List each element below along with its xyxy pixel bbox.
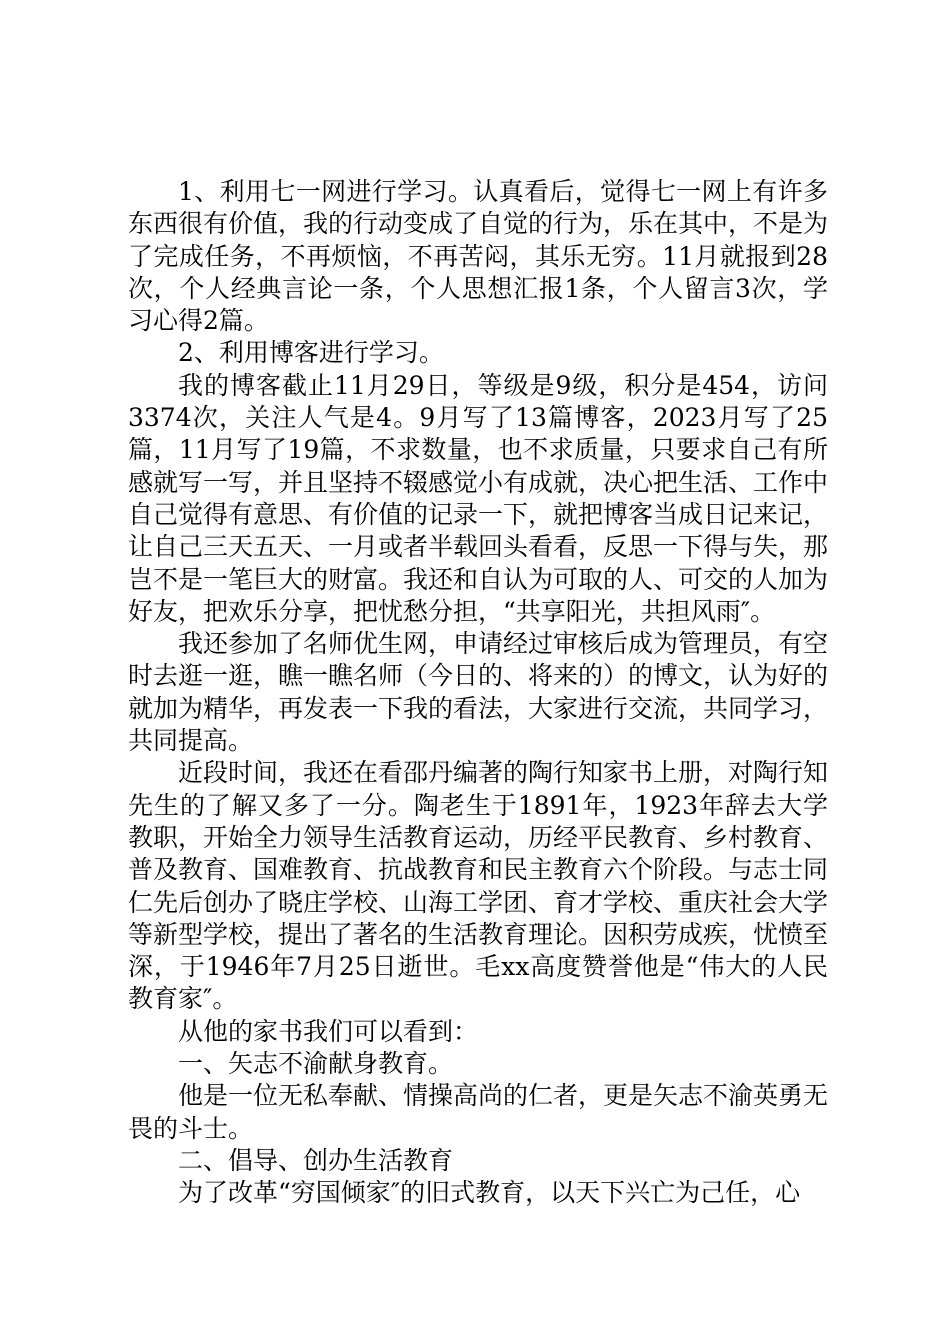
- document-body: [128, 176, 828, 1210]
- paragraph-tao-xingzhi: 近段时间，我还在看邵丹编著的陶行知家书上册，对陶行知先生的了解又多了一分。陶老生于1891年，1923年辞去大学教职，开始全力领导生活教育运动，历经平民教育、乡村教育、普及教育、国难教育、抗战教育和民主教育六个阶段。与志士同仁先后创办了晓庄学校、山海工学团、育才学校、重庆社会大学等新型学校，提出了著名的生活教育理论。因积劳成疾，忧愤至深，于1946年7月25日逝世。毛xx高度赞誉他是“伟大的人民教育家″。: [128, 758, 829, 1014]
- paragraph-blog-stats: 我的博客截止11月29日，等级是9级，积分是454，访问3374次，关注人气是4。9月写了13篇博客，2023月写了25篇，11月写了19篇，不求数量，也不求质量，只要求自己有所感就写一写，并且坚持不辍感觉小有成就，决心把生活、工作中自己觉得有意思、有价值的记录一下，就把博客当成日记来记，让自己三天五天、一月或者半载回头看看，反思一下得与失，那岂不是一笔巨大的财富。我还和自认为可取的人、可交的人加为好友，把欢乐分享，把忧愁分担，“共享阳光，共担风雨″。: [128, 370, 829, 626]
- paragraph-blog-heading: 2、利用博客进行学习。: [178, 338, 444, 368]
- paragraph-letters-intro: 从他的家书我们可以看到：: [178, 1016, 479, 1046]
- paragraph-heading-life-education: 二、倡导、创办生活教育: [178, 1145, 454, 1175]
- paragraph-teacher-network: 我还参加了名师优生网，申请经过审核后成为管理员，有空时去逛一逛，瞧一瞧名师（今日的、将来的）的博文，认为好的就加为精华，再发表一下我的看法，大家进行交流，共同学习，共同提高。: [128, 629, 829, 756]
- paragraph-heading-devotion: 一、矢志不渝献身教育。: [178, 1049, 454, 1079]
- paragraph-qiyi-study: 1、利用七一网进行学习。认真看后，觉得七一网上有许多东西很有价值，我的行动变成了自觉的行为，乐在其中，不是为了完成任务，不再烦恼，不再苦闷，其乐无穷。11月就报到28次，个人经典言论一条，个人思想汇报1条，个人留言3次，学习心得2篇。: [128, 177, 829, 336]
- paragraph-devotion-text: 他是一位无私奉献、情操高尚的仁者，更是矢志不渝英勇无畏的斗士。: [128, 1081, 829, 1143]
- paragraph-reform-text: 为了改革“穷国倾家″的旧式教育，以天下兴亡为己任，心: [178, 1178, 801, 1208]
